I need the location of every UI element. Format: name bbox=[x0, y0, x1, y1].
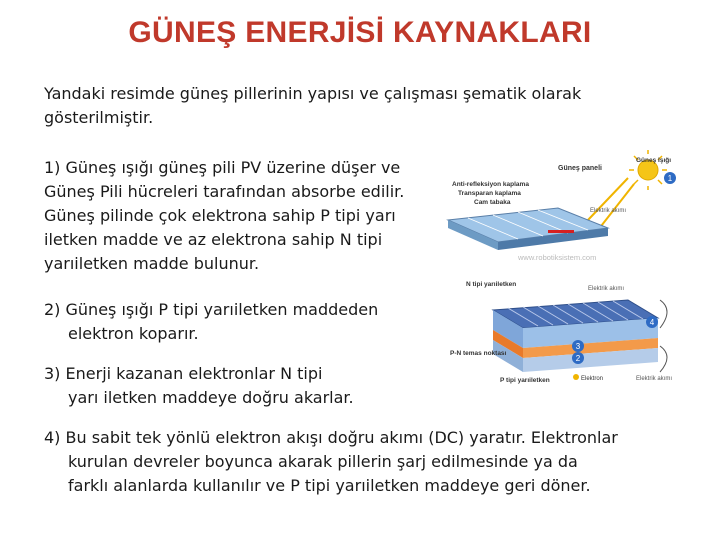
svg-text:2: 2 bbox=[575, 354, 581, 363]
current-label: Elektrik akımı bbox=[588, 286, 625, 292]
step-line: kurulan devreler boyunca akarak pillerin şarj edilmesinde ya da bbox=[68, 452, 578, 471]
wire bbox=[660, 346, 667, 372]
wire bbox=[660, 300, 667, 328]
current-label: Elektrik akımı bbox=[636, 376, 673, 382]
contact-strip bbox=[548, 230, 574, 233]
intro-line: gösterilmiştir. bbox=[44, 108, 154, 127]
step-line: yarıiletken madde bulunur. bbox=[44, 254, 260, 273]
electron-label: Elektron bbox=[581, 376, 604, 382]
page-title: GÜNEŞ ENERJİSİ KAYNAKLARI bbox=[128, 16, 592, 49]
electron-icon bbox=[573, 374, 579, 380]
step-line: Güneş ışığı güneş pili PV üzerine düşer ve bbox=[65, 158, 401, 177]
step-line: Bu sabit tek yönlü elektron akışı doğru akımı (DC) yaratır. Elektronlar bbox=[65, 428, 618, 447]
solar-panel-top bbox=[448, 208, 608, 250]
marker-3 bbox=[572, 340, 584, 352]
step-line: Enerji kazanan elektronlar N tipi bbox=[65, 364, 323, 383]
anti-reflection-label: Anti-refleksiyon kaplama bbox=[452, 181, 529, 188]
svg-text:1: 1 bbox=[667, 174, 673, 183]
panel-label: Güneş paneli bbox=[558, 165, 602, 172]
glass-label: Cam tabaka bbox=[474, 199, 511, 206]
marker-4 bbox=[646, 316, 658, 328]
step-line: iletken madde ve az elektrona sahip N tipi bbox=[44, 230, 383, 249]
step-line: farklı alanlarda kullanılır ve P tipi yarıiletken maddeye geri döner. bbox=[68, 476, 591, 495]
p-type-label: P tipi yarıiletken bbox=[500, 377, 550, 384]
step-number: 1) bbox=[44, 158, 61, 177]
transparent-label: Transparan kaplama bbox=[458, 190, 521, 197]
marker-2 bbox=[572, 352, 584, 364]
step-1 bbox=[44, 156, 404, 276]
intro-line: Yandaki resimde güneş pillerinin yapısı ve çalışması şematik olarak bbox=[44, 84, 582, 103]
marker-1 bbox=[664, 172, 676, 184]
step-line: Güneş Pili hücreleri tarafından absorbe edilir. bbox=[44, 182, 405, 201]
sun-icon bbox=[629, 150, 667, 190]
step-line: elektron koparır. bbox=[68, 324, 199, 343]
step-3 bbox=[44, 362, 354, 410]
step-4 bbox=[44, 426, 618, 498]
step-number: 2) bbox=[44, 300, 61, 319]
current-label: Elektrik akımı bbox=[590, 208, 627, 214]
svg-text:4: 4 bbox=[649, 318, 655, 327]
step-2 bbox=[44, 298, 378, 346]
step-number: 3) bbox=[44, 364, 61, 383]
light-label: Güneş Işığı bbox=[636, 157, 672, 164]
pn-contact-label: P-N temas noktası bbox=[450, 350, 507, 357]
watermark-text: www.robotiksistem.com bbox=[518, 253, 597, 262]
step-line: yarı iletken maddeye doğru akarlar. bbox=[68, 388, 354, 407]
step-line: Güneş ışığı P tipi yarıiletken maddeden bbox=[65, 300, 379, 319]
n-type-label: N tipi yarıiletken bbox=[466, 281, 517, 288]
svg-text:3: 3 bbox=[575, 342, 581, 351]
solar-cell-diagram bbox=[438, 150, 688, 390]
step-line: Güneş pilinde çok elektrona sahip P tipi yarı bbox=[44, 206, 396, 225]
intro-text bbox=[44, 82, 581, 130]
step-number: 4) bbox=[44, 428, 61, 447]
